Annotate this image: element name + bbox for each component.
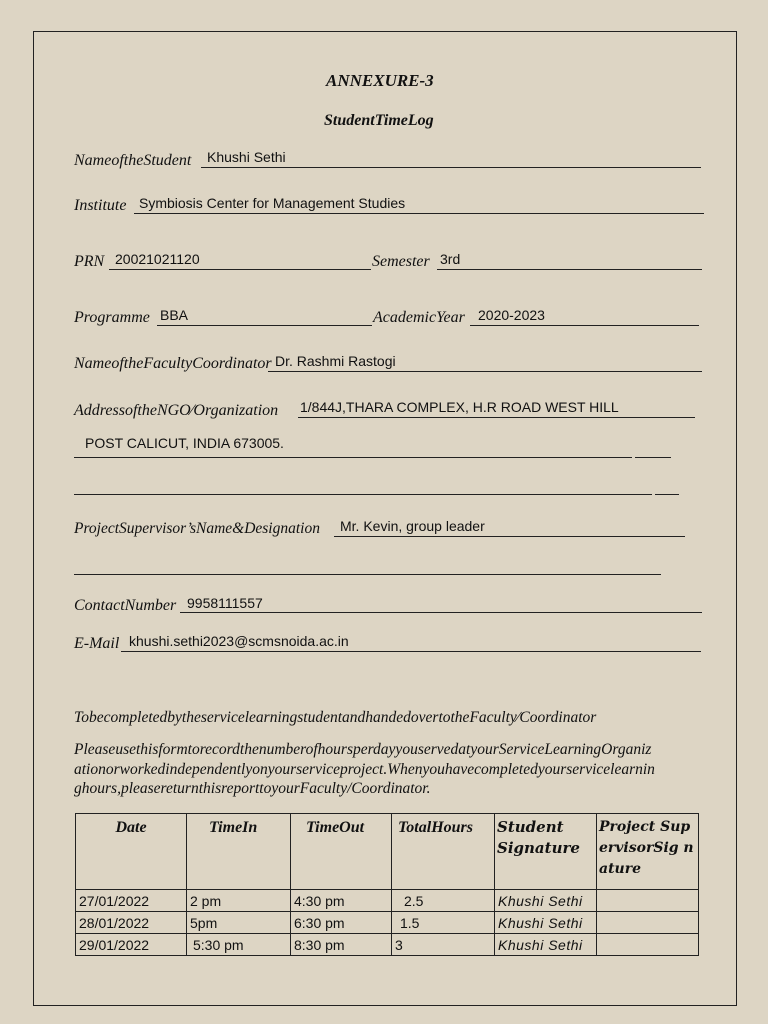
email-line [121,651,701,652]
address-value-line1[interactable]: 1/844J,THARA COMPLEX, H.R ROAD WEST HILL [300,399,619,415]
cell-student-signature[interactable]: Khushi Sethi [495,890,597,912]
student-name-value[interactable]: Khushi Sethi [207,149,286,165]
cell-supervisor-signature[interactable] [597,934,699,956]
prn-line [109,269,371,270]
faculty-coordinator-line [268,371,702,372]
contact-line [180,612,702,613]
cell-time-in[interactable]: 5:30 pm [187,934,291,956]
column-header-student-signature: Student Signature [495,814,597,890]
table-row [76,912,699,934]
faculty-coordinator-value[interactable]: Dr. Rashmi Rastogi [275,353,396,369]
page-title: ANNEXURE-3 [326,71,434,90]
column-header-supervisor-signature: Project SupervisorSig nature [597,814,699,890]
cell-total-hours[interactable]: 1.5 [392,912,495,934]
address-line-2 [74,457,632,458]
cell-student-signature[interactable]: Khushi Sethi [495,934,597,956]
instruction-line: TobecompletedbytheservicelearningstudentandhandedovertotheFaculty∕Coordinator [74,709,597,726]
contact-label: ContactNumber [74,597,177,614]
academic-year-label: AcademicYear [373,309,465,326]
programme-value[interactable]: BBA [160,307,189,323]
email-value[interactable]: khushi.sethi2023@scmsnoida.ac.in [129,633,349,649]
semester-line [437,269,702,270]
supervisor-value[interactable]: Mr. Kevin, group leader [340,518,485,534]
supervisor-line-2 [74,574,661,575]
address-line-3 [74,494,652,495]
supervisor-label: ProjectSupervisor’sName&Designation [74,520,320,537]
supervisor-line [334,536,685,537]
table-header-row [76,814,699,890]
cell-date[interactable]: 27/01/2022 [76,890,187,912]
faculty-coordinator-label: NameoftheFacultyCoordinator [74,355,272,372]
institute-value[interactable]: Symbiosis Center for Management Studies [139,195,406,211]
academic-year-line [470,325,699,326]
programme-line [157,325,372,326]
instruction-paragraph-1: PleaseusethisformtorecordthenumberofhoursperdayyouservedatyourServiceLearningOrganiz [74,741,652,758]
form-subtitle: StudentTimeLog [324,112,434,129]
instruction-paragraph-3: ghours,pleasereturnthisreporttoyourFaculty/Coordinator. [74,780,431,797]
institute-label: Institute [74,197,127,214]
prn-label: PRN [74,253,105,270]
column-header-date: Date [76,814,187,890]
student-name-line [201,167,701,168]
cell-student-signature[interactable]: Khushi Sethi [495,912,597,934]
institute-line [134,213,704,214]
cell-time-in[interactable]: 5pm [187,912,291,934]
table-row [76,934,699,956]
contact-value[interactable]: 9958111557 [187,595,263,611]
instruction-paragraph-2: ationorworkedindependentlyonyourserviceproject.Whenyouhavecompletedyourservicelearnin [74,761,655,778]
column-header-time-out: TimeOut [291,814,392,890]
cell-total-hours[interactable]: 2.5 [392,890,495,912]
address-line-1 [298,417,695,418]
time-log-table [75,813,699,956]
academic-year-value[interactable]: 2020-2023 [478,307,545,323]
column-header-time-in: TimeIn [187,814,291,890]
column-header-total-hours: TotalHours [392,814,495,890]
semester-value[interactable]: 3rd [440,251,461,267]
prn-value[interactable]: 20021021120 [115,251,200,267]
cell-supervisor-signature[interactable] [597,890,699,912]
table-row [76,890,699,912]
cell-total-hours[interactable]: 3 [392,934,495,956]
cell-time-out[interactable]: 6:30 pm [291,912,392,934]
programme-label: Programme [74,309,150,326]
address-label: AddressoftheNGO∕Organization [74,402,279,419]
cell-time-out[interactable]: 4:30 pm [291,890,392,912]
semester-label: Semester [372,253,430,270]
cell-date[interactable]: 28/01/2022 [76,912,187,934]
cell-time-out[interactable]: 8:30 pm [291,934,392,956]
cell-supervisor-signature[interactable] [597,912,699,934]
student-name-label: NameoftheStudent [74,152,192,169]
address-value-line2[interactable]: POST CALICUT, INDIA 673005. [85,435,284,451]
email-label: E-Mail [74,635,120,652]
cell-date[interactable]: 29/01/2022 [76,934,187,956]
address-line-2b [635,457,671,458]
cell-time-in[interactable]: 2 pm [187,890,291,912]
address-line-3b [655,494,679,495]
